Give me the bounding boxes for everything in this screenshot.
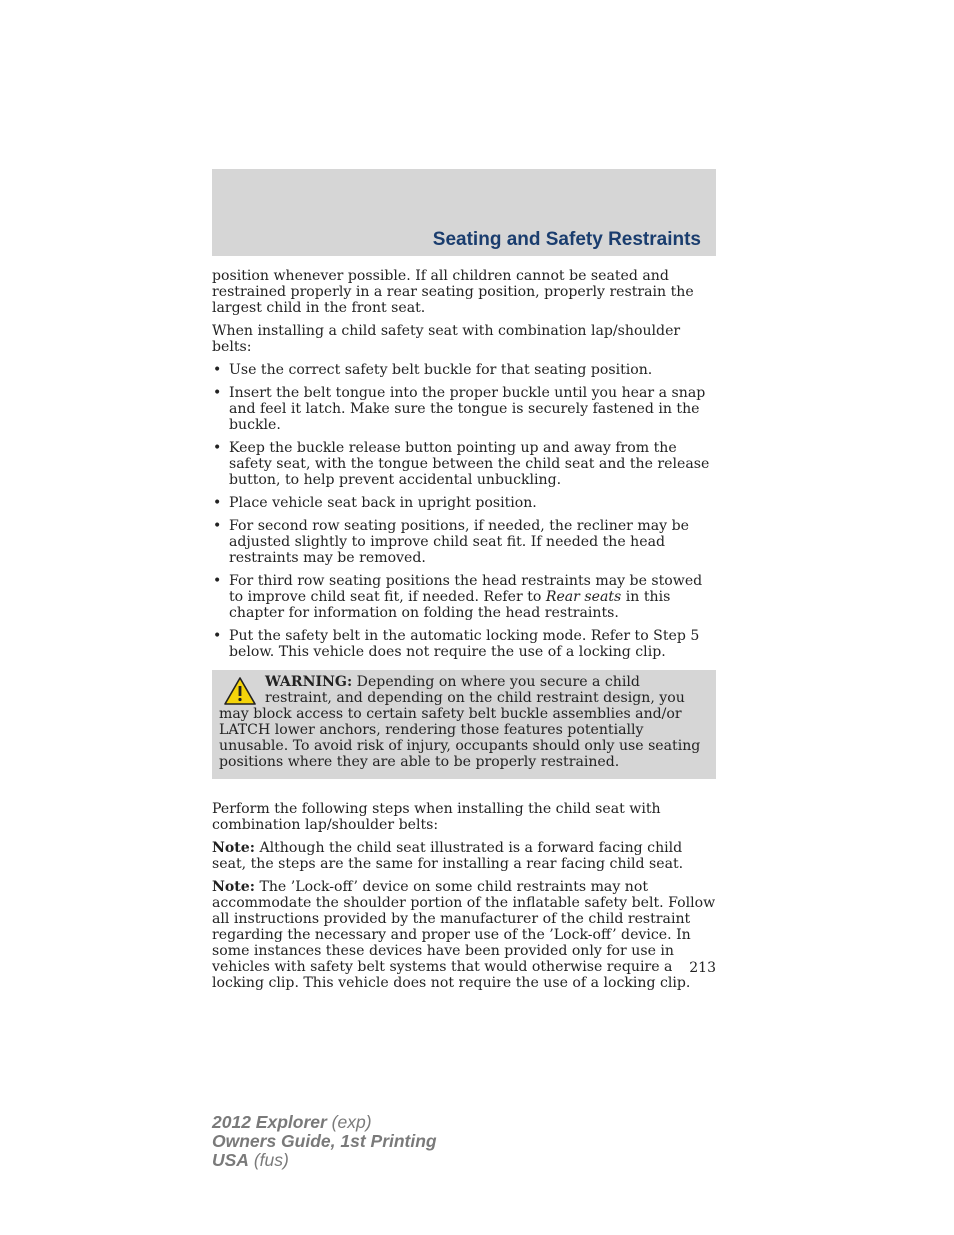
lead-in-paragraph: When installing a child safety seat with combination lap/shoulder belts: [212, 323, 681, 355]
bullet-glyph: • [213, 362, 222, 378]
bullet-list [212, 362, 716, 660]
footer-line-2: Owners Guide, 1st Printing [212, 1131, 437, 1151]
list-item-text: Use the correct safety belt buckle for that seating position. [229, 362, 653, 378]
list-item-text: For second row seating positions, if needed, the recliner may be adjusted slightly to improve child seat fit. If needed the head restraints may be removed. [229, 518, 689, 566]
warning-box [212, 670, 716, 779]
bullet-glyph: • [213, 440, 222, 456]
list-item [212, 385, 716, 433]
list-item [212, 495, 716, 511]
note-label: Note: [212, 840, 255, 856]
cross-reference-rear-seats: Rear seats [545, 589, 622, 605]
footer-line-1: 2012 Explorer (exp) [212, 1112, 372, 1132]
list-item-text: Keep the buckle release button pointing up and away from the safety seat, with the tongue between the child seat and the release button, to help prevent accidental unbuckling. [229, 440, 710, 488]
page-number: 213 [689, 960, 716, 976]
warning-label: WARNING: [265, 674, 353, 690]
bullet-glyph: • [213, 518, 222, 534]
list-item-text: Insert the belt tongue into the proper buckle until you hear a snap and feel it latch. Make sure the tongue is securely fastened in the buckle. [229, 385, 706, 433]
list-item-text: in this chapter for information on folding the head restraints. [229, 589, 671, 621]
warning-triangle-icon [223, 676, 257, 706]
bullet-glyph: • [213, 573, 222, 589]
note-paragraph-2 [212, 879, 716, 991]
intro-paragraph: position whenever possible. If all children cannot be seated and restrained properly in a rear seating position, properly restrain the largest child in the front seat. [212, 268, 694, 316]
document-footer [212, 1113, 437, 1170]
list-item [212, 573, 716, 621]
list-item [212, 628, 716, 660]
section-header-band [212, 169, 716, 256]
list-item-text: Put the safety belt in the automatic locking mode. Refer to Step 5 below. This vehicle does not require the use of a locking clip. [229, 628, 700, 660]
note-text: Although the child seat illustrated is a forward facing child seat, the steps are the same for installing a rear facing child seat. [212, 840, 684, 872]
page-content [212, 268, 716, 998]
list-item [212, 518, 716, 566]
list-item [212, 440, 716, 488]
note-paragraph-1 [212, 840, 716, 872]
list-item-text: For third row seating positions the head restraints may be stowed to improve child seat fit, if needed. Refer to [229, 573, 703, 605]
footer-line-3: USA (fus) [212, 1150, 289, 1170]
note-text: The ’Lock-off’ device on some child restraints may not accommodate the shoulder portion of the inflatable safety belt. Follow all instructions provided by the manufacturer of the child restraint regarding the necessary and proper use of the ’Lock-off’ device. In some instances these devices have been provided only for use in vehicles with safety belt systems that would otherwise require a locking clip. This vehicle does not require the use of a locking clip. [212, 879, 716, 991]
note-label: Note: [212, 879, 255, 895]
list-item [212, 362, 716, 378]
bullet-glyph: • [213, 495, 222, 511]
bullet-glyph: • [213, 628, 222, 644]
list-item-text: Place vehicle seat back in upright position. [229, 495, 537, 511]
bullet-glyph: • [213, 385, 222, 401]
steps-intro-paragraph: Perform the following steps when installing the child seat with combination lap/shoulder belts: [212, 801, 661, 833]
warning-text: Depending on where you secure a child restraint, and depending on the child restraint design, you may block access to certain safety belt buckle assemblies and/or LATCH lower anchors, rendering those features potentially unusable. To avoid risk of injury, occupants should only use seating positions where they are able to be properly restrained. [219, 674, 701, 770]
section-title: Seating and Safety Restraints [432, 229, 701, 250]
